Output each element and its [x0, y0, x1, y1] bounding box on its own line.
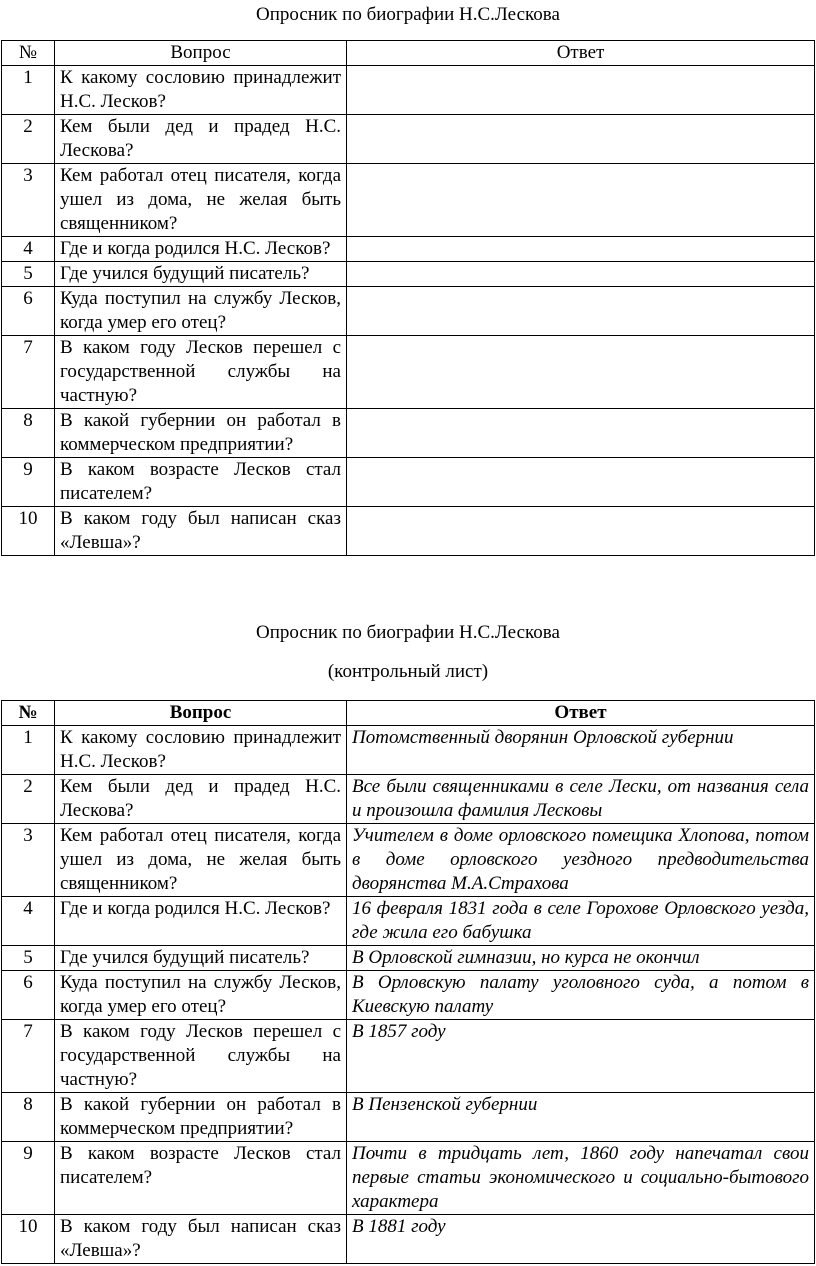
table-row: [2, 726, 815, 775]
answer-cell: [347, 458, 815, 507]
answer-cell: Потомственный дворянин Орловской губернии: [347, 726, 815, 775]
column-header-num: №: [2, 41, 55, 66]
table-row: [2, 262, 815, 287]
question-cell: В каком году был написан сказ «Левша»?: [55, 1215, 347, 1264]
row-number: 3: [2, 164, 55, 237]
control-table-body: [2, 726, 815, 1264]
answer-cell: [347, 115, 815, 164]
row-number: 9: [2, 1142, 55, 1215]
answer-cell: В Орловскую палату уголовного суда, а потом в Киевскую палату: [347, 971, 815, 1020]
answer-cell: [347, 237, 815, 262]
table-row: [2, 336, 815, 409]
table-row: [2, 237, 815, 262]
question-cell: В каком году был написан сказ «Левша»?: [55, 507, 347, 556]
answer-cell: 16 февраля 1831 года в селе Горохове Орловского уезда, где жила его бабушка: [347, 897, 815, 946]
table-row: [2, 409, 815, 458]
answer-cell: [347, 287, 815, 336]
question-cell: В каком возрасте Лесков стал писателем?: [55, 1142, 347, 1215]
row-number: 7: [2, 1020, 55, 1093]
table-row: [2, 1142, 815, 1215]
table-row: [2, 824, 815, 897]
row-number: 2: [2, 775, 55, 824]
table-row: [2, 164, 815, 237]
row-number: 4: [2, 897, 55, 946]
survey-title: Опросник по биографии Н.С.Лескова: [256, 4, 560, 25]
answer-cell: В 1881 году: [347, 1215, 815, 1264]
answer-cell: [347, 66, 815, 115]
row-number: 1: [2, 66, 55, 115]
row-number: 3: [2, 824, 55, 897]
question-cell: В каком возрасте Лесков стал писателем?: [55, 458, 347, 507]
question-cell: В какой губернии он работал в коммерческом предприятии?: [55, 1093, 347, 1142]
table-row: [2, 287, 815, 336]
table-row: [2, 971, 815, 1020]
answer-cell: Почти в тридцать лет, 1860 году напечатал свои первые статьи экономического и социально-бытового характера: [347, 1142, 815, 1215]
question-cell: В какой губернии он работал в коммерческом предприятии?: [55, 409, 347, 458]
answer-cell: [347, 262, 815, 287]
row-number: 1: [2, 726, 55, 775]
table-row: [2, 775, 815, 824]
table-row: [2, 115, 815, 164]
table-row: [2, 507, 815, 556]
column-header-answer: Ответ: [347, 701, 815, 726]
survey-table-body: [2, 66, 815, 556]
row-number: 7: [2, 336, 55, 409]
question-cell: В каком году Лесков перешел с государственной службы на частную?: [55, 1020, 347, 1093]
table-row: [2, 66, 815, 115]
table-row: [2, 458, 815, 507]
row-number: 8: [2, 409, 55, 458]
answer-cell: [347, 336, 815, 409]
question-cell: Где учился будущий писатель?: [55, 262, 347, 287]
answer-cell: [347, 164, 815, 237]
table-row: [2, 1215, 815, 1264]
question-cell: Где и когда родился Н.С. Лесков?: [55, 237, 347, 262]
row-number: 10: [2, 507, 55, 556]
table-header-row: [2, 701, 815, 726]
answer-cell: Учителем в доме орловского помещика Хлопова, потом в доме орловского уездного предводительства дворянства М.А.Страхова: [347, 824, 815, 897]
row-number: 5: [2, 262, 55, 287]
question-cell: Куда поступил на службу Лесков, когда умер его отец?: [55, 971, 347, 1020]
question-cell: Кем работал отец писателя, когда ушел из дома, не желая быть священником?: [55, 164, 347, 237]
row-number: 5: [2, 946, 55, 971]
row-number: 6: [2, 287, 55, 336]
column-header-num: №: [2, 701, 55, 726]
answer-cell: В Пензенской губернии: [347, 1093, 815, 1142]
control-title: Опросник по биографии Н.С.Лескова: [256, 622, 560, 643]
answer-cell: В Орловской гимназии, но курса не окончил: [347, 946, 815, 971]
question-cell: К какому сословию принадлежит Н.С. Лесков?: [55, 726, 347, 775]
table-header-row: [2, 41, 815, 66]
row-number: 2: [2, 115, 55, 164]
survey-table: [1, 40, 815, 556]
row-number: 8: [2, 1093, 55, 1142]
row-number: 10: [2, 1215, 55, 1264]
question-cell: Куда поступил на службу Лесков, когда умер его отец?: [55, 287, 347, 336]
column-header-question: Вопрос: [55, 41, 347, 66]
answer-cell: [347, 409, 815, 458]
question-cell: В каком году Лесков перешел с государственной службы на частную?: [55, 336, 347, 409]
question-cell: К какому сословию принадлежит Н.С. Лесков?: [55, 66, 347, 115]
table-row: [2, 946, 815, 971]
row-number: 9: [2, 458, 55, 507]
column-header-answer: Ответ: [347, 41, 815, 66]
question-cell: Кем были дед и прадед Н.С. Лескова?: [55, 775, 347, 824]
control-subtitle: (контрольный лист): [327, 661, 489, 682]
question-cell: Где учился будущий писатель?: [55, 946, 347, 971]
question-cell: Кем были дед и прадед Н.С. Лескова?: [55, 115, 347, 164]
control-table: [1, 700, 815, 1264]
row-number: 4: [2, 237, 55, 262]
question-cell: Кем работал отец писателя, когда ушел из дома, не желая быть священником?: [55, 824, 347, 897]
table-row: [2, 1093, 815, 1142]
answer-cell: В 1857 году: [347, 1020, 815, 1093]
table-row: [2, 897, 815, 946]
answer-cell: [347, 507, 815, 556]
column-header-question: Вопрос: [55, 701, 347, 726]
row-number: 6: [2, 971, 55, 1020]
question-cell: Где и когда родился Н.С. Лесков?: [55, 897, 347, 946]
table-row: [2, 1020, 815, 1093]
answer-cell: Все были священниками в селе Лески, от названия села и произошла фамилия Лесковы: [347, 775, 815, 824]
